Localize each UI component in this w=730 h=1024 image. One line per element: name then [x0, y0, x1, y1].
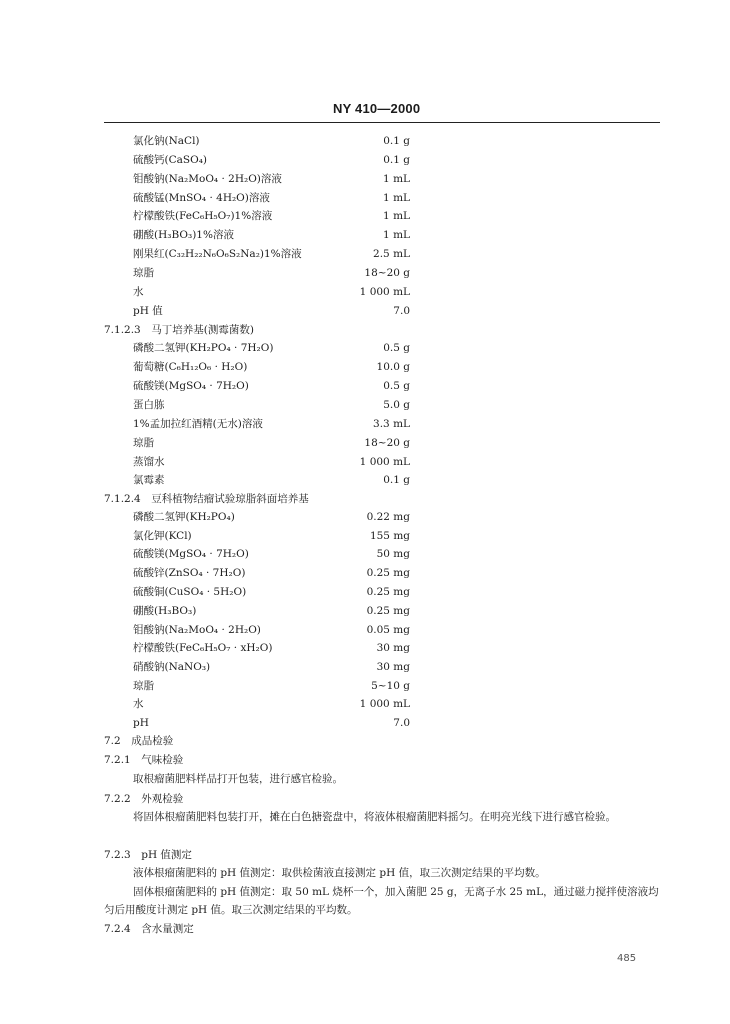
ingredient-row [133, 527, 410, 545]
ingredient-amount: 18~20 g [364, 267, 410, 279]
ingredient-amount: 7.0 [393, 305, 410, 317]
ingredient-name: 硼酸(H₃BO₃)1%溶液 [133, 229, 234, 241]
page-number: 485 [617, 953, 637, 964]
section-heading: 7.1.2.3 马丁培养基(测霉菌数) [104, 324, 254, 336]
ingredient-amount: 1 mL [383, 173, 410, 185]
ingredient-name: 蒸馏水 [133, 456, 165, 468]
ingredient-row [133, 508, 410, 526]
ingredient-row [133, 695, 410, 713]
ingredient-name: 氯化钠(NaCl) [133, 135, 200, 147]
paragraph: 取根瘤菌肥料样品打开包装，进行感官检验。 [133, 773, 343, 785]
ingredient-name: 水 [133, 286, 144, 298]
ingredient-name: 柠檬酸铁(FeC₆H₅O₇ · xH₂O) [133, 642, 273, 654]
ingredient-row [133, 545, 410, 563]
ingredient-amount: 30 mg [376, 642, 410, 654]
ingredient-amount: 0.5 g [383, 380, 410, 392]
ingredient-name: 蛋白胨 [133, 399, 165, 411]
ingredient-row [133, 207, 410, 225]
ingredient-row [133, 583, 410, 601]
ingredient-name: pH [133, 717, 149, 729]
ingredient-name: 琼脂 [133, 437, 154, 449]
ingredient-name: 钼酸钠(Na₂MoO₄ · 2H₂O) [133, 624, 261, 636]
ingredient-name: 钼酸钠(Na₂MoO₄ · 2H₂O)溶液 [133, 173, 282, 185]
standard-code: NY 410—2000 [333, 101, 421, 116]
ingredient-row [133, 358, 410, 376]
ingredient-name: 氯霉素 [133, 474, 165, 486]
ingredient-row [133, 602, 410, 620]
ingredient-name: 水 [133, 698, 144, 710]
ingredient-amount: 5.0 g [383, 399, 410, 411]
ingredient-row [133, 189, 410, 207]
ingredient-amount: 0.05 mg [366, 624, 410, 636]
ingredient-name: 柠檬酸铁(FeC₆H₅O₇)1%溶液 [133, 210, 273, 222]
subsection-heading: 7.2.1 气味检验 [104, 754, 184, 766]
ingredient-row [133, 151, 410, 169]
ingredient-amount: 18~20 g [364, 437, 410, 449]
ingredient-row [133, 714, 410, 732]
ingredient-amount: 1 mL [383, 229, 410, 241]
ingredient-row [133, 677, 410, 695]
ingredient-row [133, 339, 410, 357]
ingredient-amount: 0.25 mg [366, 605, 410, 617]
ingredient-amount: 0.5 g [383, 342, 410, 354]
ingredient-row [133, 471, 410, 489]
ingredient-name: 硼酸(H₃BO₃) [133, 605, 197, 617]
ingredient-name: 硫酸锰(MnSO₄ · 4H₂O)溶液 [133, 192, 270, 204]
ingredient-name: 硫酸镁(MgSO₄ · 7H₂O) [133, 380, 249, 392]
ingredient-row [133, 302, 410, 320]
ingredient-amount: 10.0 g [376, 361, 410, 373]
header-rule [104, 122, 660, 123]
ingredient-name: 刚果红(C₃₂H₂₂N₆O₆S₂Na₂)1%溶液 [133, 248, 302, 260]
ingredient-name: 琼脂 [133, 680, 154, 692]
ingredient-amount: 50 mg [376, 548, 410, 560]
ingredient-row [133, 132, 410, 150]
subsection-heading: 7.2.2 外观检验 [104, 793, 184, 805]
ingredient-row [133, 283, 410, 301]
ingredient-amount: 1 mL [383, 210, 410, 222]
ingredient-amount: 3.3 mL [373, 418, 410, 430]
ingredient-row [133, 226, 410, 244]
ingredient-row [133, 264, 410, 282]
paragraph: 将固体根瘤菌肥料包装打开，摊在白色搪瓷盘中，将液体根瘤菌肥料摇匀。在明亮光线下进行感官检验。 [133, 811, 616, 823]
ingredient-name: 硫酸镁(MgSO₄ · 7H₂O) [133, 548, 249, 560]
ingredient-row [133, 621, 410, 639]
ingredient-amount: 0.1 g [383, 154, 410, 166]
ingredient-row [133, 434, 410, 452]
ingredient-name: 硫酸锌(ZnSO₄ · 7H₂O) [133, 567, 246, 579]
ingredient-name: 磷酸二氢钾(KH₂PO₄) [133, 511, 235, 523]
ingredient-row [133, 658, 410, 676]
ingredient-name: 氯化钾(KCl) [133, 530, 192, 542]
ingredient-name: 硫酸钙(CaSO₄) [133, 154, 207, 166]
ingredient-amount: 1 000 mL [359, 698, 410, 710]
ingredient-name: 琼脂 [133, 267, 154, 279]
ingredient-amount: 1 000 mL [359, 456, 410, 468]
ingredient-amount: 0.1 g [383, 135, 410, 147]
ingredient-name: 硝酸钠(NaNO₃) [133, 661, 211, 673]
ingredient-row [133, 453, 410, 471]
ingredient-name: 葡萄糖(C₆H₁₂O₆ · H₂O) [133, 361, 248, 373]
ingredient-amount: 0.25 mg [366, 567, 410, 579]
subsection-heading: 7.2.3 pH 值测定 [104, 849, 192, 861]
ingredient-name: 硫酸铜(CuSO₄ · 5H₂O) [133, 586, 247, 598]
ingredient-name: 1%孟加拉红酒精(无水)溶液 [133, 418, 263, 430]
section-heading: 7.1.2.4 豆科植物结瘤试验琼脂斜面培养基 [104, 493, 309, 505]
section-heading: 7.2 成品检验 [104, 735, 174, 747]
ingredient-amount: 30 mg [376, 661, 410, 673]
ingredient-name: 磷酸二氢钾(KH₂PO₄ · 7H₂O) [133, 342, 274, 354]
paragraph: 固体根瘤菌肥料的 pH 值测定：取 50 mL 烧杯一个，加入菌肥 25 g，无离子水 25 mL，通过磁力搅拌使溶液均匀后用酸度计测定 pH 值。取三次测定结果的平均数。 [104, 886, 659, 916]
ingredient-row [133, 245, 410, 263]
ingredient-amount: 1 000 mL [359, 286, 410, 298]
ingredient-row [133, 170, 410, 188]
ingredient-name: pH 值 [133, 305, 163, 317]
ingredient-amount: 0.25 mg [366, 586, 410, 598]
ingredient-row [133, 377, 410, 395]
ingredient-amount: 7.0 [393, 717, 410, 729]
ingredient-amount: 2.5 mL [373, 248, 410, 260]
ingredient-amount: 155 mg [369, 530, 410, 542]
ingredient-row [133, 564, 410, 582]
subsection-heading: 7.2.4 含水量测定 [104, 923, 194, 935]
paragraph: 液体根瘤菌肥料的 pH 值测定：取供检菌液直接测定 pH 值，取三次测定结果的平均数。 [133, 867, 546, 879]
ingredient-row [133, 639, 410, 657]
ingredient-amount: 0.22 mg [366, 511, 410, 523]
ingredient-amount: 5~10 g [371, 680, 410, 692]
ingredient-row [133, 415, 410, 433]
ingredient-row [133, 396, 410, 414]
ingredient-amount: 1 mL [383, 192, 410, 204]
ingredient-amount: 0.1 g [383, 474, 410, 486]
